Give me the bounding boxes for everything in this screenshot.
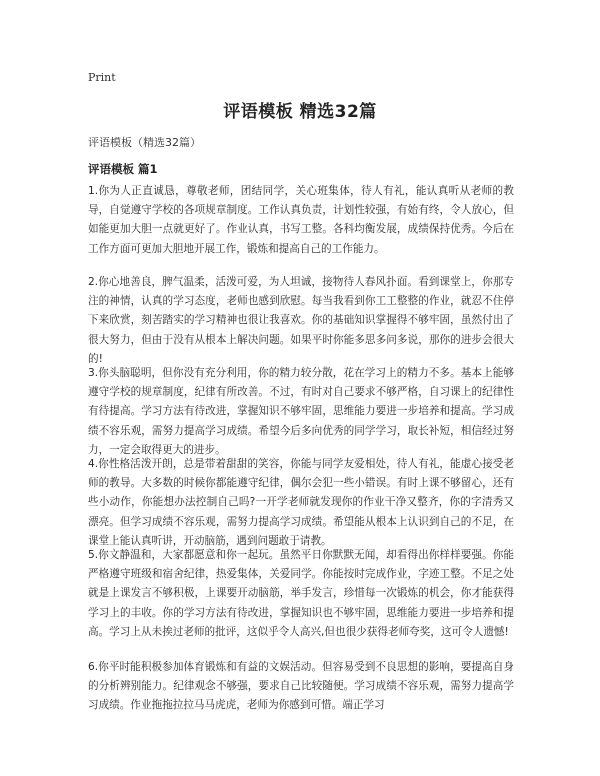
page-title: 评语模板 精选32篇 (223, 102, 377, 122)
paragraph-1: 1.你为人正直诚恳，尊敬老师，团结同学，关心班集体，待人有礼，能认真听从老师的教导，自觉遵守学校的各项规章制度。工作认真负责，计划性较强，有始有终，令人放心，但如能更加大胆一点就更好了。作业认真，书写工整。各科均衡发展，成绩保持优秀。今后在工作方面可更加大胆地开展工作，锻炼和提高自己的工作能力。 (88, 185, 514, 255)
paragraph-6: 6.你平时能积极参加体育锻炼和有益的文娱活动。但容易受到不良思想的影响，要提高自身的分析辨别能力。纪律观念不够强，要求自己比较随便。学习成绩不容乐观，需努力提高学习成绩。作业拖拖拉拉马马虎虎，老师为你感到可惜。端正学习 (88, 661, 514, 712)
section-heading: 评语模板 篇1 (88, 162, 158, 176)
paragraph-2: 2.你心地善良，脾气温柔，活泼可爱，为人坦诚，接物待人春风扑面。看到课堂上，你那专注的神情，认真的学习态度，老师也感到欣慰。每当我看到你工工整整的作业，就忍不住停下来欣赏，刻苦踏实的学习精神也很让我喜欢。你的基础知识掌握得不够牢固，虽然付出了很大努力，但由于没有从根本上解决问题。如果平时你能多思多问多说，那你的进步会很大的! (88, 276, 514, 365)
paragraph-5: 5.你文静温和，大家都愿意和你一起玩。虽然平日你默默无闻，却看得出你样样要强。你能严格遵守班级和宿舍纪律，热爱集体，关爱同学。你能按时完成作业，字迹工整。不足之处就是上课发言不够积极，上课要开动脑筋，举手发言，珍惜每一次锻炼的机会，你才能获得学习上的丰收。你的学习方法有待改进，掌握知识也不够牢固，思维能力要进一步培养和提高。学习上从未挨过老师的批评，这似乎令人高兴,但也很少获得老师夸奖，这可令人遗憾! (88, 549, 514, 638)
paragraph-3: 3.你头脑聪明，但你没有充分利用，你的精力较分散，花在学习上的精力不多。基本上能够遵守学校的规章制度，纪律有所改善。不过，有时对自己要求不够严格，自习课上的纪律性有待提高。学习方法有待改进，掌握知识不够牢固，思维能力要进一步培养和提高。学习成绩不容乐观，需努力提高学习成绩。希望今后多向优秀的同学学习，取长补短，相信经过努力，一定会取得更大的进步。 (88, 367, 514, 456)
document-subtitle: 评语模板（精选32篇） (88, 136, 201, 149)
paragraph-4: 4.你性格活泼开朗，总是带着甜甜的笑容，你能与同学友爱相处，待人有礼，能虚心接受老师的教导。大多数的时候你都能遵守纪律，偶尔会犯一些小错误。有时上课不够留心，还有些小动作，你能想办法控制自己吗?一开学老师就发现你的作业干净又整齐，你的字清秀又漂亮。但学习成绩不容乐观，需努力提高学习成绩。希望能从根本上认识到自己的不足，在课堂上能认真听讲，开动脑筋，遇到问题敢于请教。 (88, 458, 514, 547)
print-link[interactable]: Print (88, 71, 116, 84)
